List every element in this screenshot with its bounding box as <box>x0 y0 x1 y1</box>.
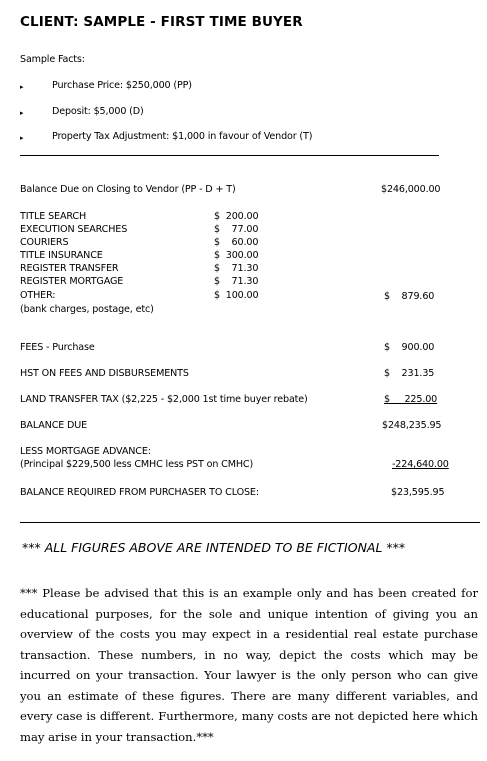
hst-amount: $ 231.35 <box>384 368 435 379</box>
list-item-label: REGISTER TRANSFER <box>20 263 119 274</box>
fact-purchase-price: Purchase Price: $250,000 (PP) <box>52 80 192 91</box>
fact-property-tax: Property Tax Adjustment: $1,000 in favour of Vendor (T) <box>52 131 313 142</box>
divider <box>20 155 439 156</box>
mortgage-note: (Principal $229,500 less CMHC less PST on CMHC) <box>20 459 254 470</box>
fictional-notice: *** ALL FIGURES ABOVE ARE INTENDED TO BE FICTIONAL *** <box>22 540 406 555</box>
page-title: CLIENT: SAMPLE - FIRST TIME BUYER <box>20 14 303 30</box>
list-item-label: TITLE INSURANCE <box>20 250 103 261</box>
list-item-amount: $ 71.30 <box>214 263 259 274</box>
list-item-label: COURIERS <box>20 237 69 248</box>
disbursements-total: $ 879.60 <box>384 291 435 302</box>
balance-due-label: BALANCE DUE <box>20 420 88 431</box>
mortgage-amount: -224,640.00 <box>392 459 449 470</box>
list-item-label: OTHER: <box>20 290 56 301</box>
balance-required-amount: $23,595.95 <box>391 487 445 498</box>
other-note: (bank charges, postage, etc) <box>20 304 154 315</box>
balance-required-label: BALANCE REQUIRED FROM PURCHASER TO CLOSE: <box>20 487 259 498</box>
divider <box>20 522 480 523</box>
list-item-amount: $ 77.00 <box>214 224 259 235</box>
balance-closing-amount: $246,000.00 <box>381 184 441 195</box>
fees-amount: $ 900.00 <box>384 342 435 353</box>
balance-closing-label: Balance Due on Closing to Vendor (PP - D + T) <box>20 184 236 195</box>
bullet-icon: ▸ <box>20 83 24 91</box>
land-transfer-amount: $ 225.00 <box>384 394 438 405</box>
disclaimer-paragraph: *** Please be advised that this is an example only and has been created for educational purposes, for the sole and unique intention of giving you an overview of the costs you may expect in a residential real estate purchase transaction. These numbers, in no way, depict the costs which may be incurred on your transaction. Your lawyer is the only person who can give you an estimate of these figures. There are many different variables, and every case is different. Furthermore, many costs are not depicted here which may arise in your transaction.*** <box>20 586 478 744</box>
list-item-amount: $ 100.00 <box>214 290 259 301</box>
list-item-label: EXECUTION SEARCHES <box>20 224 128 235</box>
fees-label: FEES - Purchase <box>20 342 95 353</box>
list-item-amount: $ 200.00 <box>214 211 259 222</box>
bullet-icon: ▸ <box>20 134 24 142</box>
bullet-icon: ▸ <box>20 109 24 117</box>
list-item-amount: $ 60.00 <box>214 237 259 248</box>
list-item-amount: $ 71.30 <box>214 276 259 287</box>
hst-label: HST ON FEES AND DISBURSEMENTS <box>20 368 189 379</box>
list-item-label: REGISTER MORTGAGE <box>20 276 124 287</box>
fact-deposit: Deposit: $5,000 (D) <box>52 106 144 117</box>
mortgage-label: LESS MORTGAGE ADVANCE: <box>20 446 151 457</box>
land-transfer-label: LAND TRANSFER TAX ($2,225 - $2,000 1st time buyer rebate) <box>20 394 308 405</box>
list-item-amount: $ 300.00 <box>214 250 259 261</box>
facts-heading: Sample Facts: <box>20 54 85 65</box>
balance-due-amount: $248,235.95 <box>382 420 442 431</box>
list-item-label: TITLE SEARCH <box>20 211 87 222</box>
